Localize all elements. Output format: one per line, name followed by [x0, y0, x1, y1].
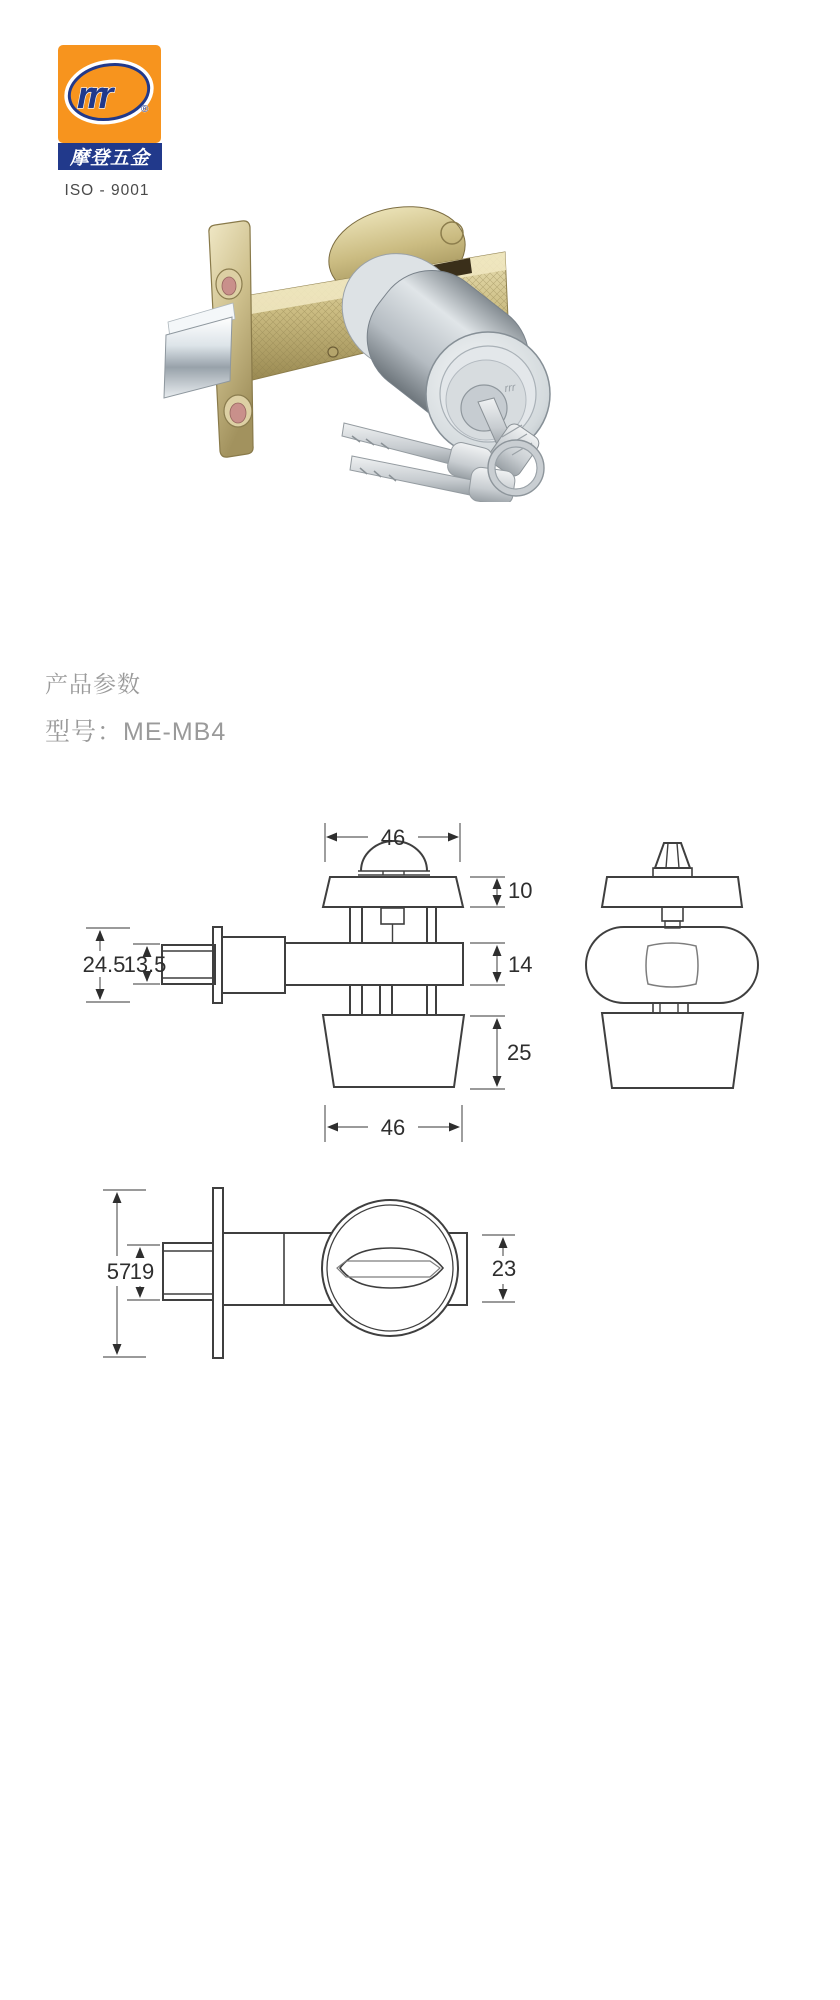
front-spindle-box	[381, 908, 404, 924]
dim-bolt-width: 19	[129, 1259, 155, 1284]
model-label: 型号：ME-MB4	[45, 718, 227, 746]
end-view	[586, 843, 758, 1088]
front-latch-body	[222, 937, 285, 993]
end-top-cap	[602, 877, 742, 907]
iso-label: ISO - 9001	[64, 182, 150, 199]
dim-bar-height: 14	[508, 952, 533, 977]
bottom-faceplate	[213, 1188, 223, 1358]
front-view	[162, 841, 464, 1087]
dim-bolt-height: 13.5	[123, 952, 167, 977]
dim-top-width: 46	[380, 825, 406, 850]
product-photo	[118, 150, 623, 502]
dim-cone-height: 25	[507, 1040, 532, 1065]
section-title: 产品参数	[45, 671, 141, 697]
dim-bottom-width: 46	[380, 1115, 406, 1140]
front-bottom-cone	[323, 1015, 464, 1087]
cylinder-engraving: rrr	[503, 381, 517, 395]
end-thumbturn-grip	[646, 943, 698, 987]
dim-plate-height: 57	[106, 1259, 132, 1284]
front-top-cap	[323, 877, 463, 907]
end-body	[586, 927, 758, 1003]
bottom-view	[163, 1188, 467, 1358]
dimension-labels	[83, 825, 533, 1284]
dim-cap-height: 10	[508, 878, 533, 903]
logo-text: rrr	[77, 75, 110, 117]
end-bottom-cone	[602, 1013, 743, 1088]
front-latch-bar	[285, 943, 463, 985]
end-thumbturn-tip	[655, 843, 690, 868]
dim-body-height: 23	[491, 1256, 517, 1281]
front-lower-posts	[350, 985, 436, 1015]
dim-backset: 24.5	[82, 952, 126, 977]
logo-banner-text: 摩登五金	[69, 148, 151, 169]
logo-registered-mark: ®	[141, 104, 149, 115]
dimension-diagram	[60, 808, 790, 1408]
